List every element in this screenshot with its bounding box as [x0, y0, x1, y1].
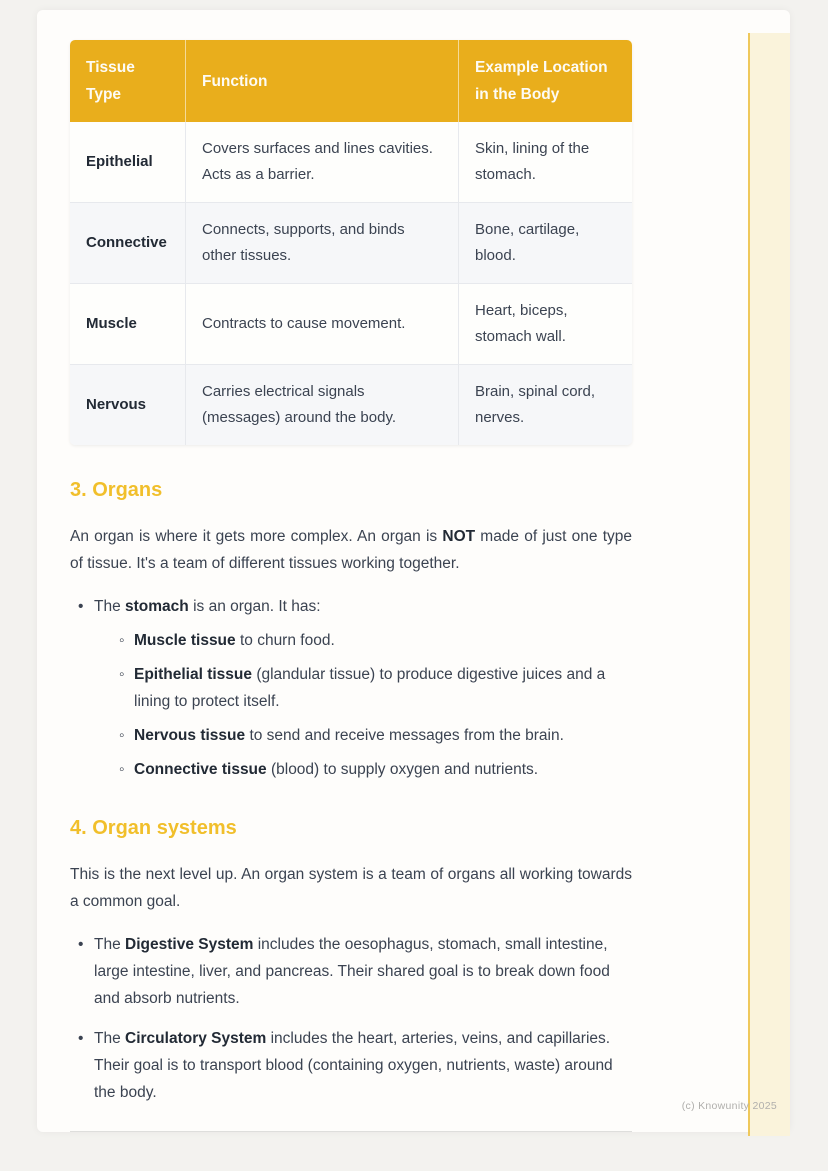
section-heading-organs: 3. Organs — [70, 479, 163, 501]
table-row — [70, 202, 632, 283]
list-item-text: The stomach is an organ. It has: — [94, 598, 321, 615]
document-content — [37, 10, 790, 1132]
list-item: • The Digestive System includes the oesophagus, stomach, small intestine, large intestine, liver, and pancreas. Their shared goal is to break down food and absorb nutrients. — [70, 931, 632, 1012]
tissue-type-cell: Nervous — [70, 364, 185, 445]
table-row — [70, 364, 632, 445]
tissue-type-cell: Connective — [70, 202, 185, 283]
table-row — [70, 122, 632, 202]
stomach-tissues-sublist — [94, 627, 632, 783]
function-cell: Contracts to cause movement. — [185, 283, 458, 364]
list-item: • The Circulatory System includes the heart, arteries, veins, and capillaries. Their goal is to transport blood (containing oxygen, nutrients, waste) around the body. — [70, 1025, 632, 1106]
function-cell: Carries electrical signals (messages) around the body. — [185, 364, 458, 445]
function-cell: Covers surfaces and lines cavities. Acts as a barrier. — [185, 122, 458, 202]
table-header-row — [70, 40, 632, 122]
tissue-type-cell: Muscle — [70, 283, 185, 364]
tissue-type-cell: Epithelial — [70, 122, 185, 202]
organs-intro-paragraph: An organ is where it gets more complex. An organ is NOT made of just one type of tissue. It's a team of different tissues working together. — [70, 528, 632, 572]
bottom-divider — [70, 1131, 632, 1132]
table-row — [70, 283, 632, 364]
tissue-types-table — [70, 40, 632, 445]
location-cell: Heart, biceps, stomach wall. — [458, 283, 632, 364]
list-item: ◦ Epithelial tissue (glandular tissue) to produce digestive juices and a lining to protect itself. — [94, 661, 632, 715]
list-item: ◦ Connective tissue (blood) to supply oxygen and nutrients. — [94, 756, 632, 783]
location-cell: Brain, spinal cord, nerves. — [458, 364, 632, 445]
copyright-notice: (c) Knowunity 2025 — [681, 1100, 777, 1112]
location-cell: Skin, lining of the stomach. — [458, 122, 632, 202]
header-example-location: Example Location in the Body — [458, 40, 632, 122]
list-item: ◦ Muscle tissue to churn food. — [94, 627, 632, 654]
location-cell: Bone, cartilage, blood. — [458, 202, 632, 283]
header-tissue-type: Tissue Type — [70, 40, 185, 122]
list-item — [70, 593, 632, 783]
list-item: ◦ Nervous tissue to send and receive messages from the brain. — [94, 722, 632, 749]
header-function: Function — [185, 40, 458, 122]
document-page — [37, 10, 790, 1132]
function-cell: Connects, supports, and binds other tissues. — [185, 202, 458, 283]
section-heading-organ-systems: 4. Organ systems — [70, 817, 237, 839]
organ-systems-bullet-list — [70, 931, 632, 1106]
organ-systems-intro-paragraph: This is the next level up. An organ system is a team of organs all working towards a common goal. — [70, 866, 632, 910]
organs-bullet-list — [70, 593, 632, 783]
